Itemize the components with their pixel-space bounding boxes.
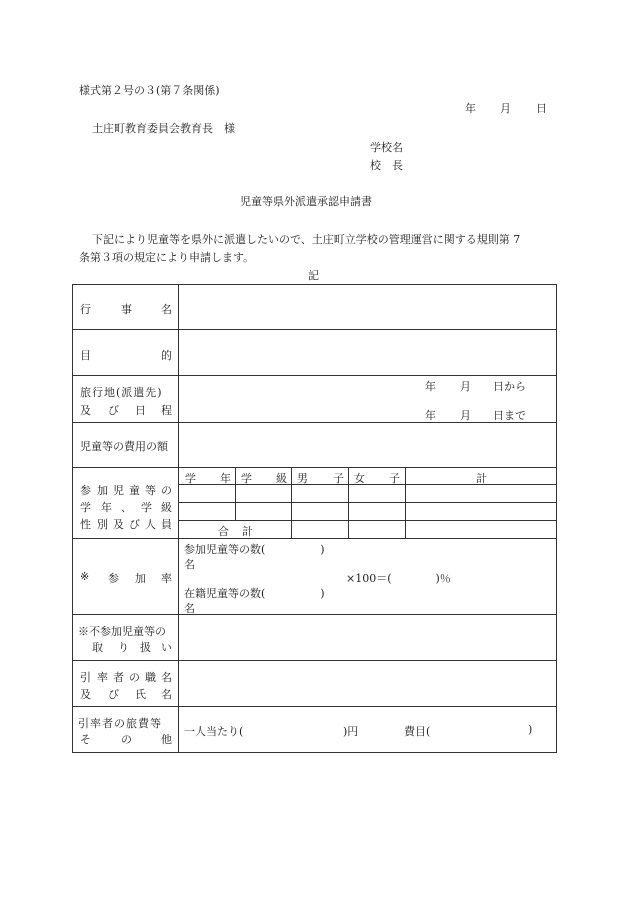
event-name-char-2: 事 [121,303,132,316]
to-day: 日まで [493,409,526,422]
col-total: 計 [476,472,487,485]
destination-char-1: 及 [80,404,91,417]
rate-char-1: ※ [80,570,90,583]
event-name-char-1: 行 [80,303,91,316]
col-male-2: 子 [333,472,344,485]
ki-label: 記 [308,269,319,282]
nonparticipant-char-1: 取 [92,641,103,654]
participants-l3-6: 員 [161,518,172,531]
body-line-2: 条第３項の規定により申請します。 [79,251,255,264]
col-class-1: 学 [241,472,252,485]
principal-label: 校 長 [370,159,403,172]
subtotal-1: 合 [218,525,229,538]
nonparticipant-char-3: 扱 [140,641,151,654]
participants-l1-6: の [161,484,172,497]
leader-l1-4: の [129,671,140,684]
col-male-1: 男 [297,472,308,485]
participants-l2-3: 、 [121,501,132,514]
expense-item: 費目( [404,725,431,738]
expense-l2-1: そ [80,733,91,746]
leader-l1-5: 職 [145,671,156,684]
expense-close: ) [528,723,533,736]
participants-l1-2: 加 [97,484,108,497]
col-class-2: 級 [276,472,287,485]
col-female-1: 女 [354,472,365,485]
nonparticipant-char-4: い [161,641,172,654]
from-day: 日から [493,380,526,393]
leader-l1-2: 率 [97,671,108,684]
rate-char-2: 参 [108,572,119,585]
nonparticipant-label-1: ※不参加児童等の [78,625,166,638]
participants-l3-4: び [129,518,140,531]
participants-l1-5: 等 [145,484,156,497]
date-month: 月 [500,102,511,115]
rate-denominator: 在籍児童等の数( ) [184,587,325,600]
col-female-2: 子 [389,472,400,485]
expense-label: 引率者の旅費等 [78,717,162,730]
body-line-1: 下記により児童等を県外に派遣したいので、土庄町立学校の管理運営に関する規則第 7 [92,233,521,246]
participants-l1-3: 児 [113,484,124,497]
rate-char-3: 加 [135,572,146,585]
participants-l1-4: 童 [129,484,140,497]
leader-l2-2: び [108,688,119,701]
nonparticipant-char-2: り [118,641,129,654]
rate-formula: ×100＝( )％ [346,572,451,585]
destination-char-2: び [108,404,119,417]
leader-l1-3: 者 [113,671,124,684]
purpose-char-1: 目 [80,349,91,362]
leader-l1-6: 名 [161,671,172,684]
event-name-char-3: 名 [161,303,172,316]
date-year: 年 [465,102,476,115]
participants-l2-1: 学 [80,501,91,514]
col-grade-1: 学 [185,472,196,485]
leader-l2-1: 及 [80,688,91,701]
expense-l2-3: 他 [161,733,172,746]
participants-l2-5: 級 [161,501,172,514]
document-title: 児童等県外派遣承認申請書 [240,195,372,208]
destination-char-4: 程 [161,404,172,417]
school-name-label: 学校名 [370,141,403,154]
participants-l3-3: 及 [113,518,124,531]
purpose-char-2: 的 [161,349,172,362]
col-grade-2: 年 [220,472,231,485]
subtotal-2: 計 [242,525,253,538]
participants-l3-1: 性 [80,518,91,531]
participants-l3-2: 別 [97,518,108,531]
date-day: 日 [536,102,547,115]
expense-l2-2: の [121,733,132,746]
destination-label: 旅行地(派遣先) [80,386,163,399]
rate-numerator: 参加児童等の数( ) [184,543,325,556]
participants-l2-2: 年 [101,501,112,514]
to-year: 年 [425,409,436,422]
rate-denominator-unit: 名 [184,602,195,615]
leader-l2-3: 氏 [135,688,146,701]
participants-l3-5: 人 [145,518,156,531]
from-month: 月 [460,380,471,393]
rate-numerator-unit: 名 [184,558,195,571]
rate-char-4: 率 [161,572,172,585]
from-year: 年 [425,380,436,393]
participants-l1-1: 参 [80,484,91,497]
expense-yen: )円 [343,725,359,738]
leader-l1-1: 引 [80,671,91,684]
destination-char-3: 日 [135,404,146,417]
leader-l2-4: 名 [161,688,172,701]
form-number: 様式第２号の３(第７条関係) [79,84,220,97]
cost-label: 児童等の費用の額 [80,440,168,453]
participants-l2-4: 学 [141,501,152,514]
addressee: 土庄町教育委員会教育長 様 [92,122,235,135]
to-month: 月 [460,409,471,422]
expense-per-person: 一人当たり( [184,725,244,738]
